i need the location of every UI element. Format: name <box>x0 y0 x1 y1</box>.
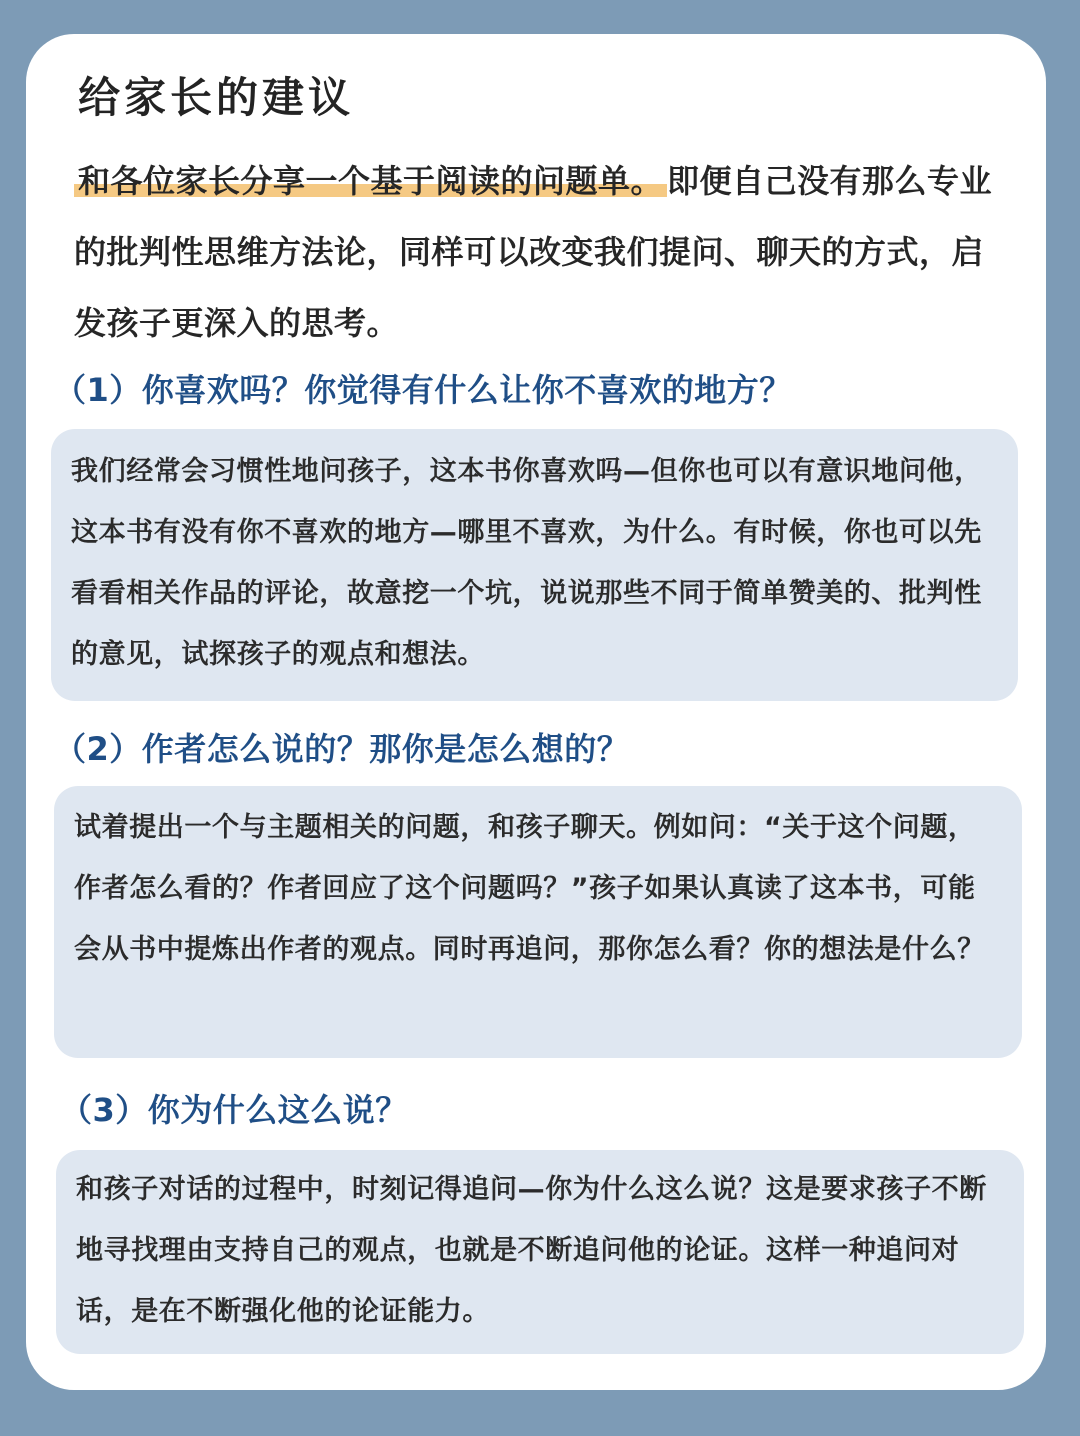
question-1-heading: （1）你喜欢吗？你觉得有什么让你不喜欢的地方？ <box>54 371 792 409</box>
question-2-box <box>54 786 1022 1058</box>
question-3-heading: （3）你为什么这么说？ <box>60 1091 408 1129</box>
page-title: 给家长的建议 <box>78 73 355 122</box>
intro-paragraph <box>74 146 1009 359</box>
intro-text: 即便自己没有那么专业的批判性思维方法论，同样可以改变我们提问、聊天的方式，启发孩子更深入的思考。 <box>74 162 993 342</box>
question-2-heading: （2）作者怎么说的？那你是怎么想的？ <box>54 730 630 768</box>
content-card <box>26 34 1046 1390</box>
question-3-body: 和孩子对话的过程中，时刻记得追问—你为什么这么说？这是要求孩子不断地寻找理由支持自己的观点，也就是不断追问他的论证。这样一种追问对话，是在不断强化他的论证能力。 <box>76 1174 987 1327</box>
question-1-box <box>51 429 1018 701</box>
question-1-body: 我们经常会习惯性地问孩子，这本书你喜欢吗—但你也可以有意识地问他，这本书有没有你不喜欢的地方—哪里不喜欢，为什么。有时候，你也可以先看看相关作品的评论，故意挖一个坑，说说那些不同于简单赞美的、批判性的意见，试探孩子的观点和想法。 <box>71 456 982 670</box>
intro-highlight: 和各位家长分享一个基于阅读的问题单。 <box>74 162 667 200</box>
question-2-body: 试着提出一个与主题相关的问题，和孩子聊天。例如问：“关于这个问题，作者怎么看的？作者回应了这个问题吗？”孩子如果认真读了这本书，可能会从书中提炼出作者的观点。同时再追问，那你怎么看？你的想法是什么？ <box>74 812 985 965</box>
question-3-box <box>56 1150 1024 1354</box>
